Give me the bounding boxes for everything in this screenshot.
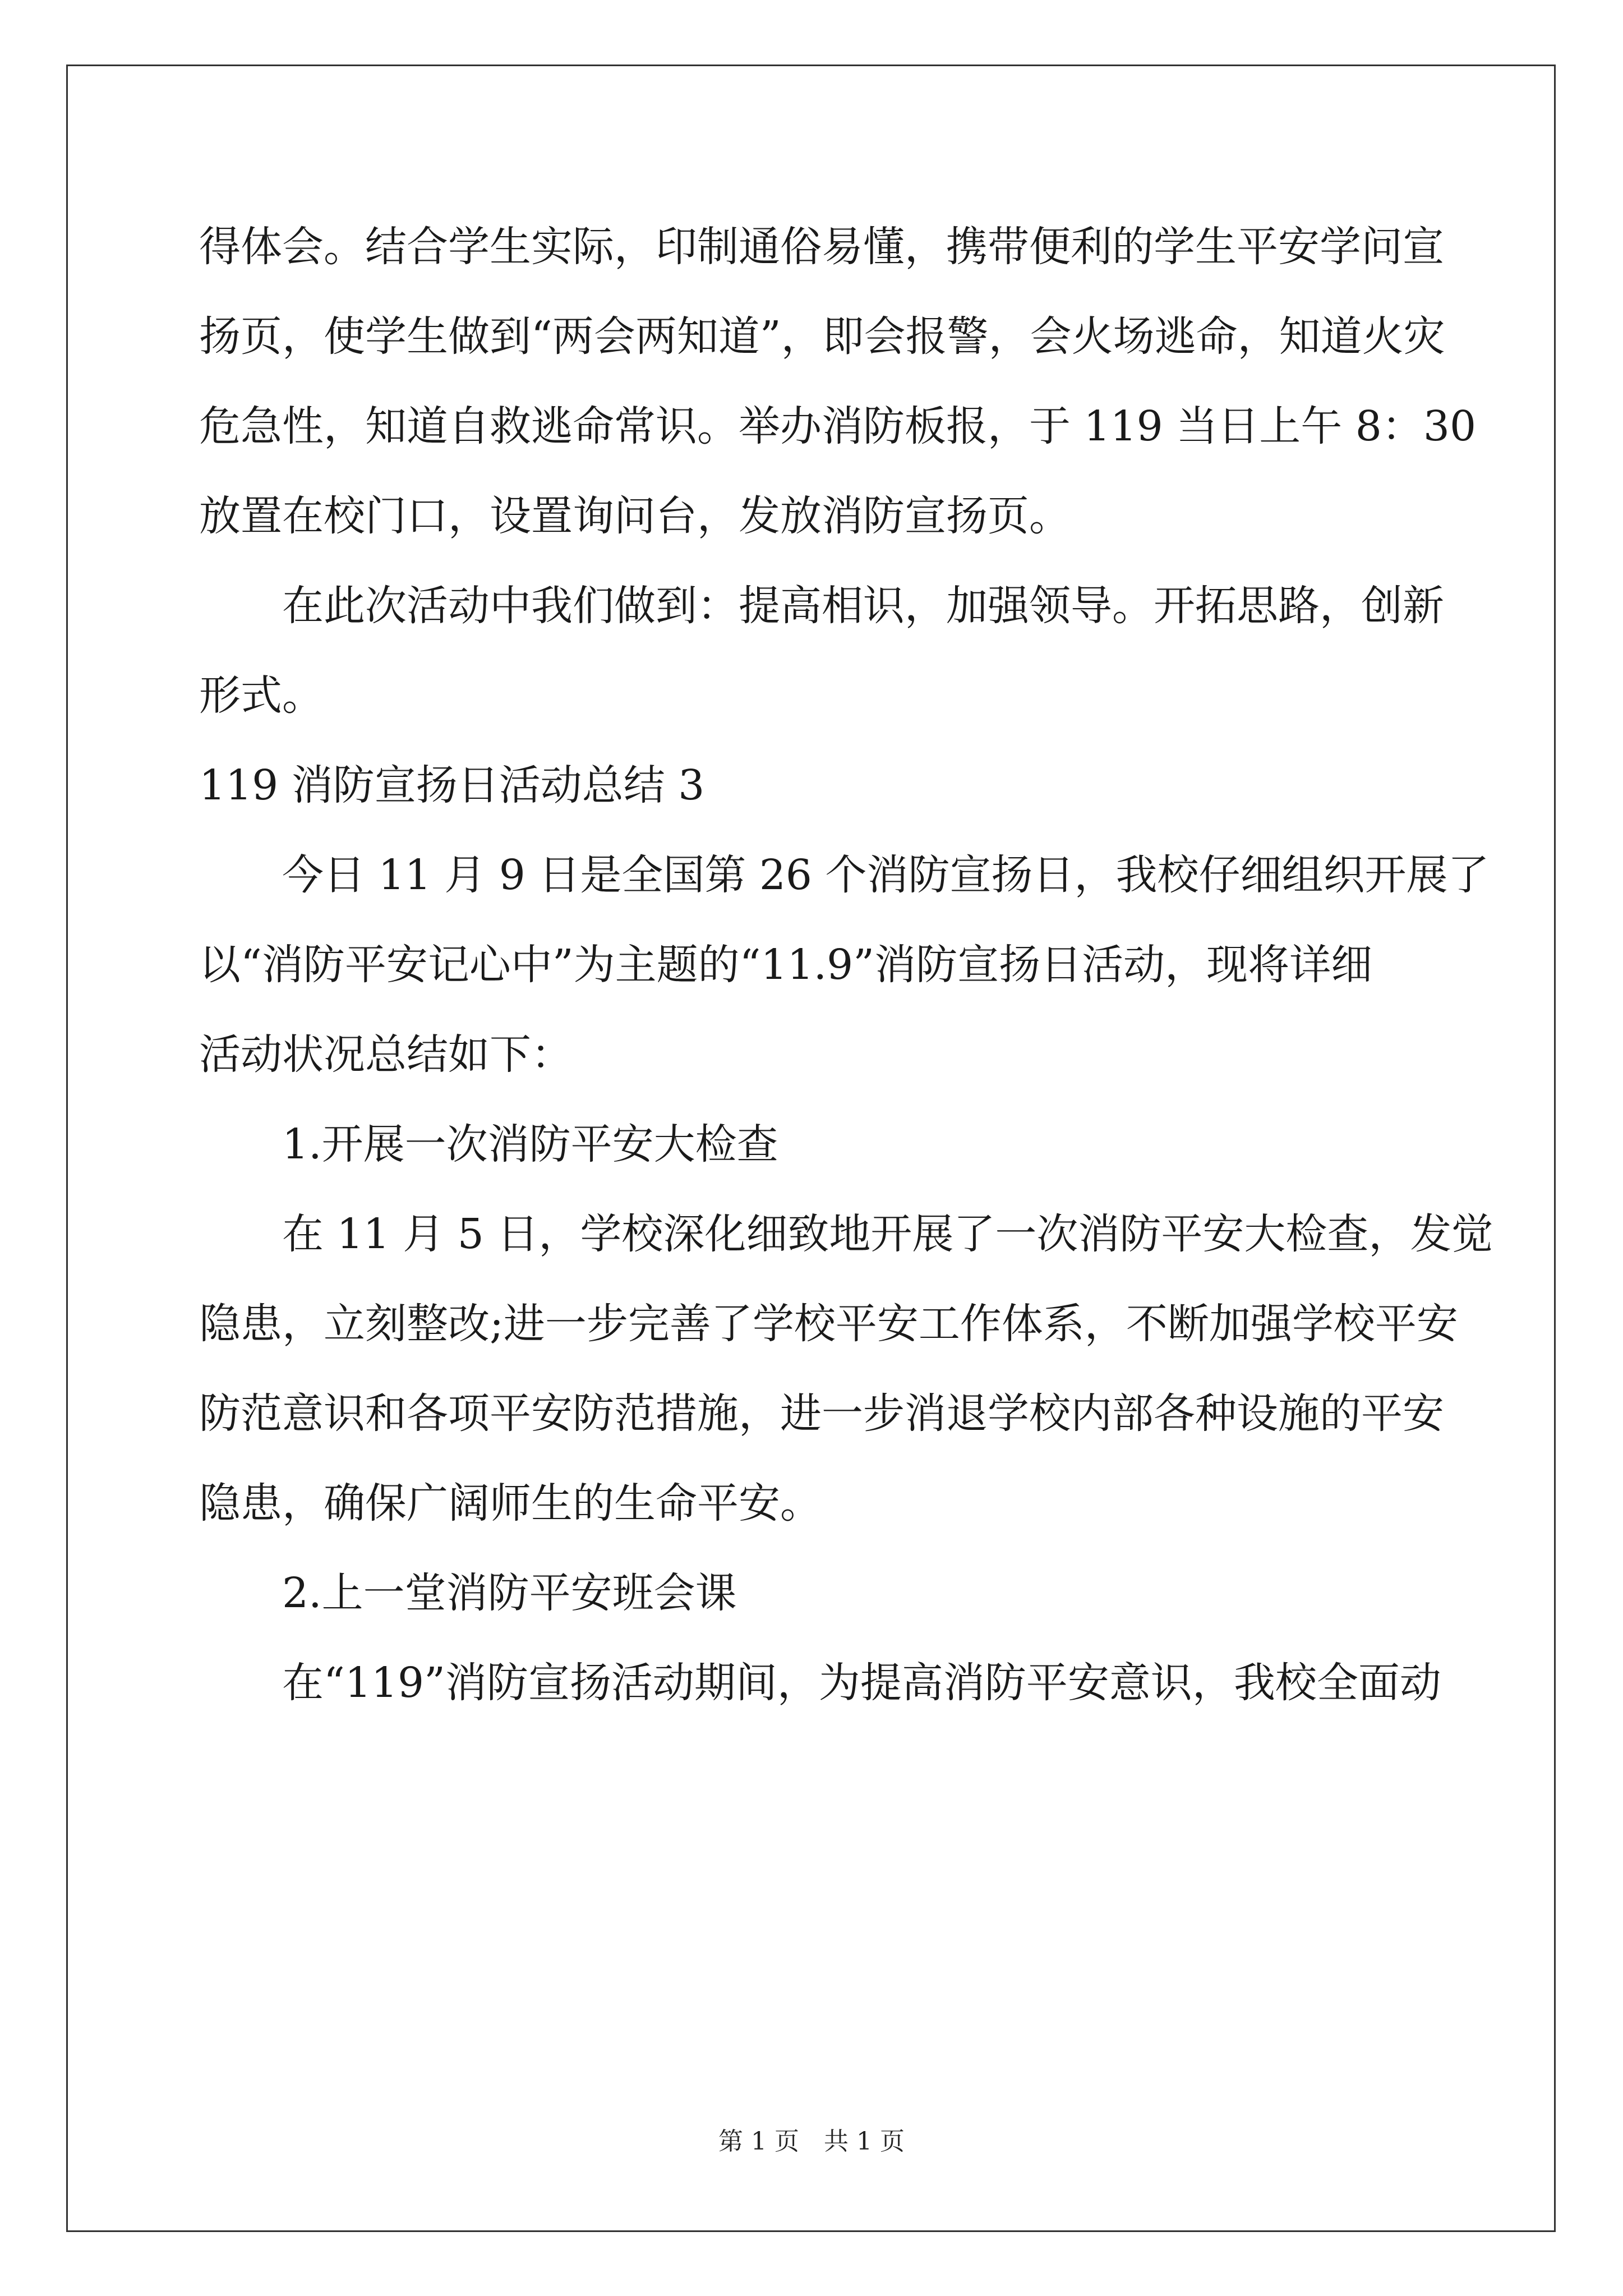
body-line: 以“消防平安记心中”为主题的“11.9”消防宣扬日活动，现将详细 xyxy=(199,941,1373,989)
paragraph-first-line: 在“119”消防宣扬活动期间，为提高消防平安意识，我校全面动 xyxy=(282,1659,1441,1707)
section-heading: 119 消防宣扬日活动总结 3 xyxy=(199,761,705,809)
body-line: 隐患，确保广阔师生的生命平安。 xyxy=(199,1479,822,1527)
body-line: 得体会。结合学生实际，印制通俗易懂，携带便利的学生平安学问宣 xyxy=(199,223,1444,271)
body-line: 扬页，使学生做到“两会两知道”，即会报警，会火场逃命，知道火灾 xyxy=(199,312,1445,361)
paragraph-first-line: 在 11 月 5 日，学校深化细致地开展了一次消防平安大检查，发觉 xyxy=(282,1210,1493,1258)
body-line: 危急性，知道自救逃命常识。举办消防板报，于 119 当日上午 8：30 xyxy=(199,402,1477,450)
paragraph-first-line: 在此次活动中我们做到：提高相识，加强领导。开拓思路，创新 xyxy=(282,582,1444,630)
body-line: 放置在校门口，设置询问台，发放消防宣扬页。 xyxy=(199,492,1071,540)
body-line: 形式。 xyxy=(199,671,324,720)
numbered-item-heading: 1.开展一次消防平安大检查 xyxy=(282,1120,778,1168)
body-line: 活动状况总结如下： xyxy=(199,1030,573,1079)
body-line: 防范意识和各项平安防范措施，进一步消退学校内部各种设施的平安 xyxy=(199,1389,1444,1438)
body-line: 隐患，立刻整改;进一步完善了学校平安工作体系，不断加强学校平安 xyxy=(199,1300,1458,1348)
paragraph-first-line: 今日 11 月 9 日是全国第 26 个消防宣扬日，我校仔细组织开展了 xyxy=(282,851,1490,899)
numbered-item-heading: 2.上一堂消防平安班会课 xyxy=(282,1569,737,1617)
page-number-footer: 第 1 页 共 1 页 xyxy=(718,2127,905,2156)
